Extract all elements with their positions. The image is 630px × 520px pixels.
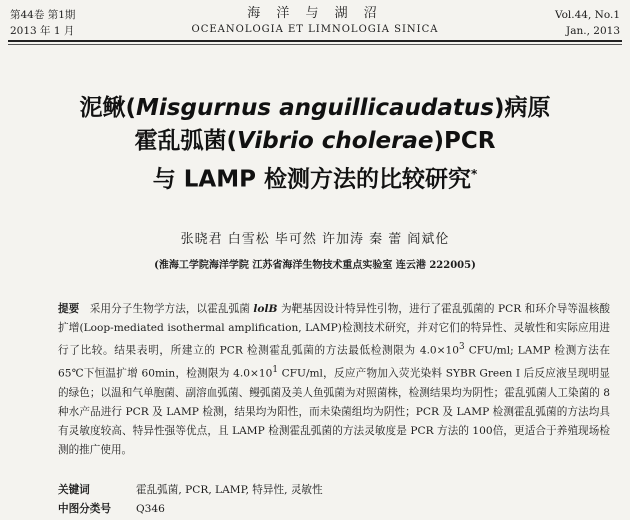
volume-en: Vol.44, No.1 — [554, 9, 620, 21]
journal-name — [0, 6, 630, 38]
volume-zh: 第44卷 第1期 — [10, 9, 76, 21]
year-month-zh: 2013 年 1 月 — [10, 25, 75, 37]
title-line-3: 与 LAMP 检测方法的比较研究* — [152, 166, 478, 193]
header-rule-thick — [8, 40, 622, 42]
abstract-label: 提要 — [58, 303, 80, 315]
affiliation: (淮海工学院海洋学院 江苏省海洋生物技术重点实验室 连云港 222005) — [154, 260, 476, 271]
journal-name-en: OCEANOLOGIA ET LIMNOLOGIA SINICA — [191, 24, 439, 35]
article-title — [0, 92, 630, 197]
abstract: 提要 采用分子生物学方法，以霍乱弧菌 lolB 为靶基因设计特异性引物，进行了霍乱弧菌的 PCR 和环介导等温核酸扩增(Loop-mediated isothermal amplification, LAMP)检测技术研究，并对它们的特异性、灵敏性和实际应用进行了比较。结果表明，所建立的 PCR 检测霍乱弧菌的方法最低检测限为 $4.0\times 10^3$ CFU/ml; LAMP 检测方法在 65℃下恒温扩增 60min，检测限为 $4.0\times 10^1$ CFU/ml，反应产物加入荧光染料 SYBR Green I 后反应液呈现明显的绿色；以温和气单胞菌、副溶血弧菌、鳗弧菌及美人鱼弧菌为对照菌株，检测结果均为阴性；霍乱弧菌人工染菌的 8 种水产品进行 PCR 及 LAMP 检测，结果均为阳性，而未染菌组均为阴性；PCR 及 LAMP 检测霍乱弧菌的方法均具有灵敏度较高、特异性强等优点，且 LAMP 检测霍乱弧菌的方法灵敏度是 PCR 方法的 100倍，更适合于养殖现场检测的推广使用。 — [58, 303, 611, 457]
header-rule-thin — [8, 44, 622, 45]
classification-number — [58, 501, 165, 516]
classification-label: 中图分类号 — [58, 503, 111, 515]
keywords — [58, 482, 323, 497]
target-gene: lolB — [253, 303, 278, 315]
issue-info-en — [555, 7, 620, 39]
author-list: 张晓君 白雪松 毕可然 许加涛 秦 蕾 阎斌伦 — [180, 232, 450, 247]
classification-value: Q346 — [136, 503, 165, 515]
keywords-value: 霍乱弧菌, PCR, LAMP, 特异性, 灵敏性 — [136, 484, 323, 496]
title-footnote-mark: * — [470, 167, 478, 181]
date-en: Jan., 2013 — [566, 25, 620, 37]
journal-name-zh: 海 洋 与 湖 沼 — [247, 6, 383, 21]
title-line-2: 霍乱弧菌(Vibrio cholerae)PCR — [134, 128, 496, 154]
keywords-label: 关键词 — [58, 484, 90, 496]
title-line-1: 泥鳅(Misgurnus anguillicaudatus)病原 — [79, 95, 551, 121]
